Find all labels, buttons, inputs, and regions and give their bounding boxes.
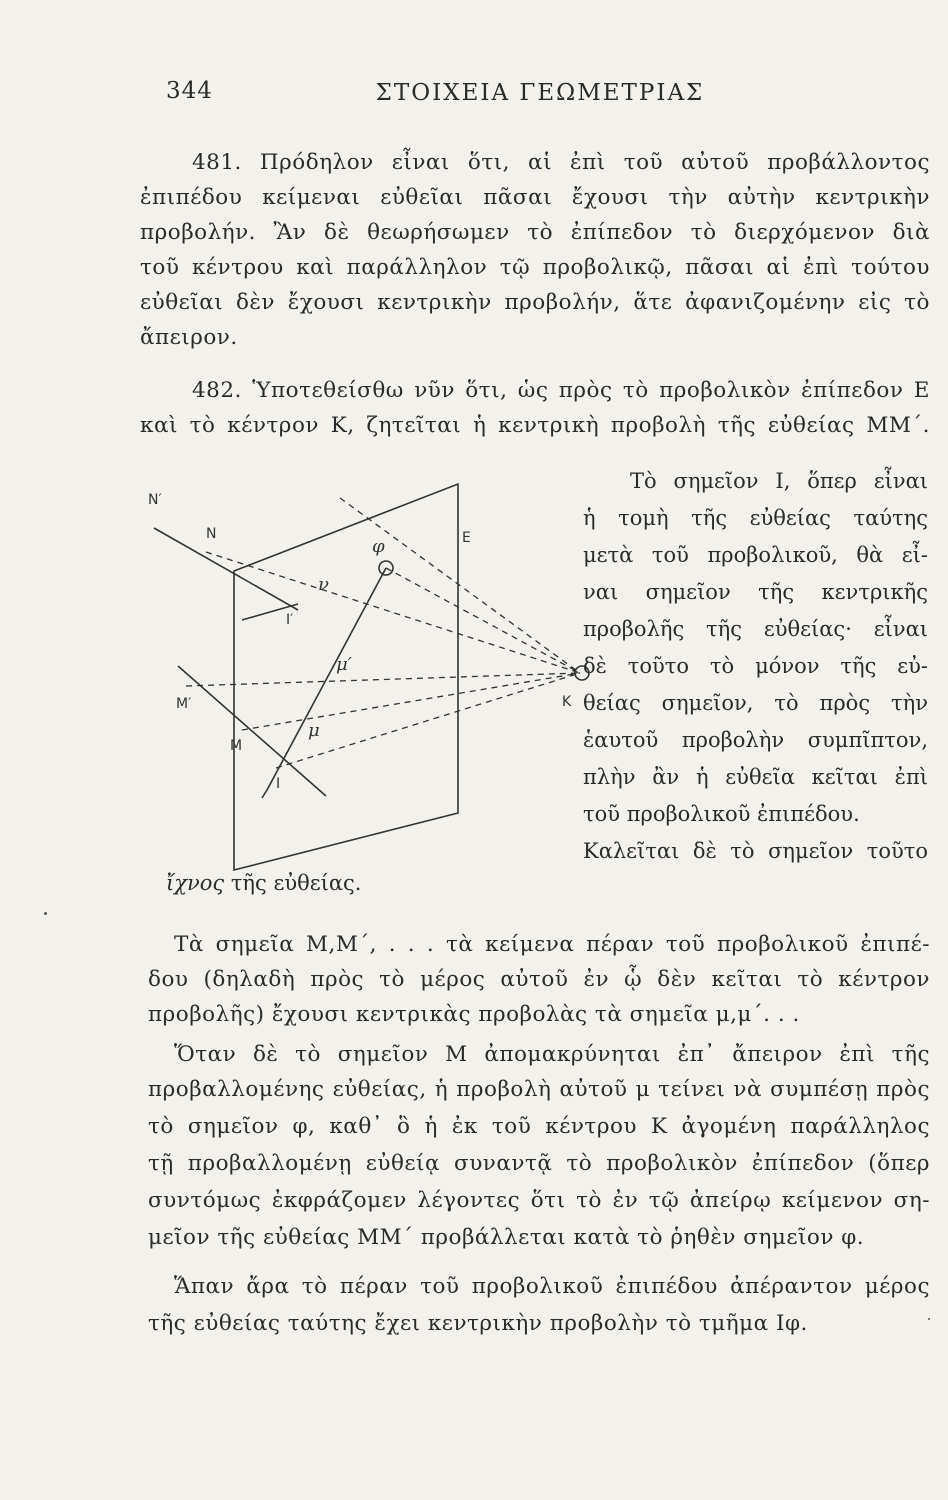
label-phi: φ <box>372 536 385 557</box>
label-I-prime: I′ <box>286 612 294 628</box>
label-M: M <box>230 738 243 754</box>
text-line: θείας σημεῖον, τὸ πρὸς τὴν <box>583 691 928 715</box>
text-line: μεῖον τῆς εὐθείας ΜΜ΄ προβάλλεται κατὰ τὸ ῥηθὲν σημεῖον φ. <box>148 1225 865 1250</box>
text-line: τοῦ προβολικοῦ ἐπιπέδου. <box>583 802 860 826</box>
page-number: 344 <box>166 78 213 104</box>
text-line: μετὰ τοῦ προβολικοῦ, θὰ εἶ- <box>583 543 928 567</box>
ray-K-Mprime <box>186 673 580 686</box>
page-header <box>160 74 920 114</box>
ink-speck <box>928 1318 930 1320</box>
label-nu: ν <box>318 574 329 595</box>
text-line: τοῦ κέντρου καὶ παράλληλον τῷ προβολικῷ, πᾶσαι αἱ ἐπὶ τούτου <box>140 255 930 280</box>
label-N: N <box>206 526 217 542</box>
label-I: I <box>276 776 281 792</box>
projection-figure <box>150 468 590 898</box>
text-line: καὶ τὸ κέντρον Κ, ζητεῖται ἡ κεντρικὴ προβολὴ τῆς εὐθείας ΜΜ΄. <box>140 413 930 438</box>
point-K <box>575 666 589 680</box>
text-line: Ὅταν δὲ τὸ σημεῖον Μ ἀπομακρύνηται ἐπ᾽ ἄπειρον ἐπὶ τῆς <box>174 1042 930 1067</box>
segment-I-tick <box>262 790 267 798</box>
text-line: δου (δηλαδὴ πρὸς τὸ μέρος αὐτοῦ ἐν ᾧ δὲν κεῖται τὸ κέντρον <box>148 967 930 992</box>
text-line: Καλεῖται δὲ τὸ σημεῖον τοῦτο <box>583 839 928 863</box>
text-line: προβολῆς τῆς εὐθείας· εἶναι <box>583 617 928 641</box>
label-N-prime: N′ <box>148 492 162 508</box>
text-line: ἐπιπέδου κείμεναι εὐθεῖαι πᾶσαι ἔχουσι τὴν αὐτὴν κεντρικὴν <box>140 185 930 210</box>
text-line: προβαλλομένης εὐθείας, ἡ προβολὴ αὐτοῦ μ τείνει νὰ συμπέσῃ πρὸς <box>148 1077 930 1102</box>
text-line: ναι σημεῖον τῆς κεντρικῆς <box>583 580 928 604</box>
text-line: 482. Ὑποτεθείσθω νῦν ὅτι, ὡς πρὸς τὸ προβολικὸν ἐπίπεδον Ε <box>192 378 930 403</box>
text-line: πλὴν ἂν ἡ εὐθεῖα κεῖται ἐπὶ <box>583 765 928 789</box>
text-line: Τὰ σημεῖα Μ,Μ΄, . . . τὰ κείμενα πέραν τοῦ προβολικοῦ ἐπιπέ- <box>174 932 930 957</box>
text-line: δὲ τοῦτο τὸ μόνον τῆς εὐ- <box>583 654 928 678</box>
text-line: ἡ τομὴ τῆς εὐθείας ταύτης <box>583 506 928 530</box>
figure-caption <box>166 871 361 895</box>
text-line: εὐθεῖαι δὲν ἔχουσι κεντρικὴν προβολήν, ἅτε ἀφανιζομένην εἰς τὸ <box>140 290 930 315</box>
projected-line <box>267 568 386 790</box>
ray-K-M <box>242 673 580 730</box>
text-line: τῆς εὐθείας ταύτης ἔχει κεντρικὴν προβολὴν τὸ τμῆμα Ιφ. <box>148 1311 808 1336</box>
label-E: E <box>462 530 471 546</box>
caption-italic: ἴχνος <box>166 871 225 895</box>
running-title: ΣΤΟΙΧΕΙΑ ΓΕΩΜΕΤΡΙΑΣ <box>375 80 705 106</box>
projection-plane <box>234 484 458 870</box>
text-line: προβολήν. Ἂν δὲ θεωρήσωμεν τὸ ἐπίπεδον τὸ διερχόμενον διὰ <box>140 220 930 245</box>
text-line: συντόμως ἐκφράζομεν λέγοντες ὅτι τὸ ἐν τῷ ἀπείρῳ κείμενον ση- <box>148 1188 930 1213</box>
text-line: ἑαυτοῦ προβολὴν συμπῖπτον, <box>583 728 928 752</box>
line-NN <box>154 528 298 610</box>
text-line: προβολῆς) ἔχουσι κεντρικὰς προβολὰς τὰ σημεῖα μ,μ΄. . . <box>148 1002 800 1027</box>
text-line: Τὸ σημεῖον Ι, ὅπερ εἶναι <box>630 469 928 493</box>
label-K: K <box>562 694 572 710</box>
label-M-prime: M′ <box>176 696 192 712</box>
text-line: τῇ προβαλλομένῃ εὐθείᾳ συναντᾷ τὸ προβολικὸν ἐπίπεδον (ὅπερ <box>148 1151 930 1176</box>
text-line: τὸ σημεῖον φ, καθ᾽ ὃ ἡ ἐκ τοῦ κέντρου Κ ἀγομένη παράλληλος <box>148 1114 930 1139</box>
text-line: ἄπειρον. <box>140 325 238 350</box>
text-line: Ἅπαν ἄρα τὸ πέραν τοῦ προβολικοῦ ἐπιπέδου ἀπέραντον μέρος <box>174 1274 930 1299</box>
ink-speck <box>44 912 47 915</box>
figure-svg <box>150 468 590 898</box>
ray-K-phi <box>386 568 580 673</box>
label-mu: μ <box>308 720 320 741</box>
text-line: 481. Πρόδηλον εἶναι ὅτι, αἱ ἐπὶ τοῦ αὐτοῦ προβάλλοντος <box>192 150 930 175</box>
label-mu-prime: μ′ <box>336 654 352 675</box>
caption-rest: τῆς εὐθείας. <box>224 871 362 895</box>
